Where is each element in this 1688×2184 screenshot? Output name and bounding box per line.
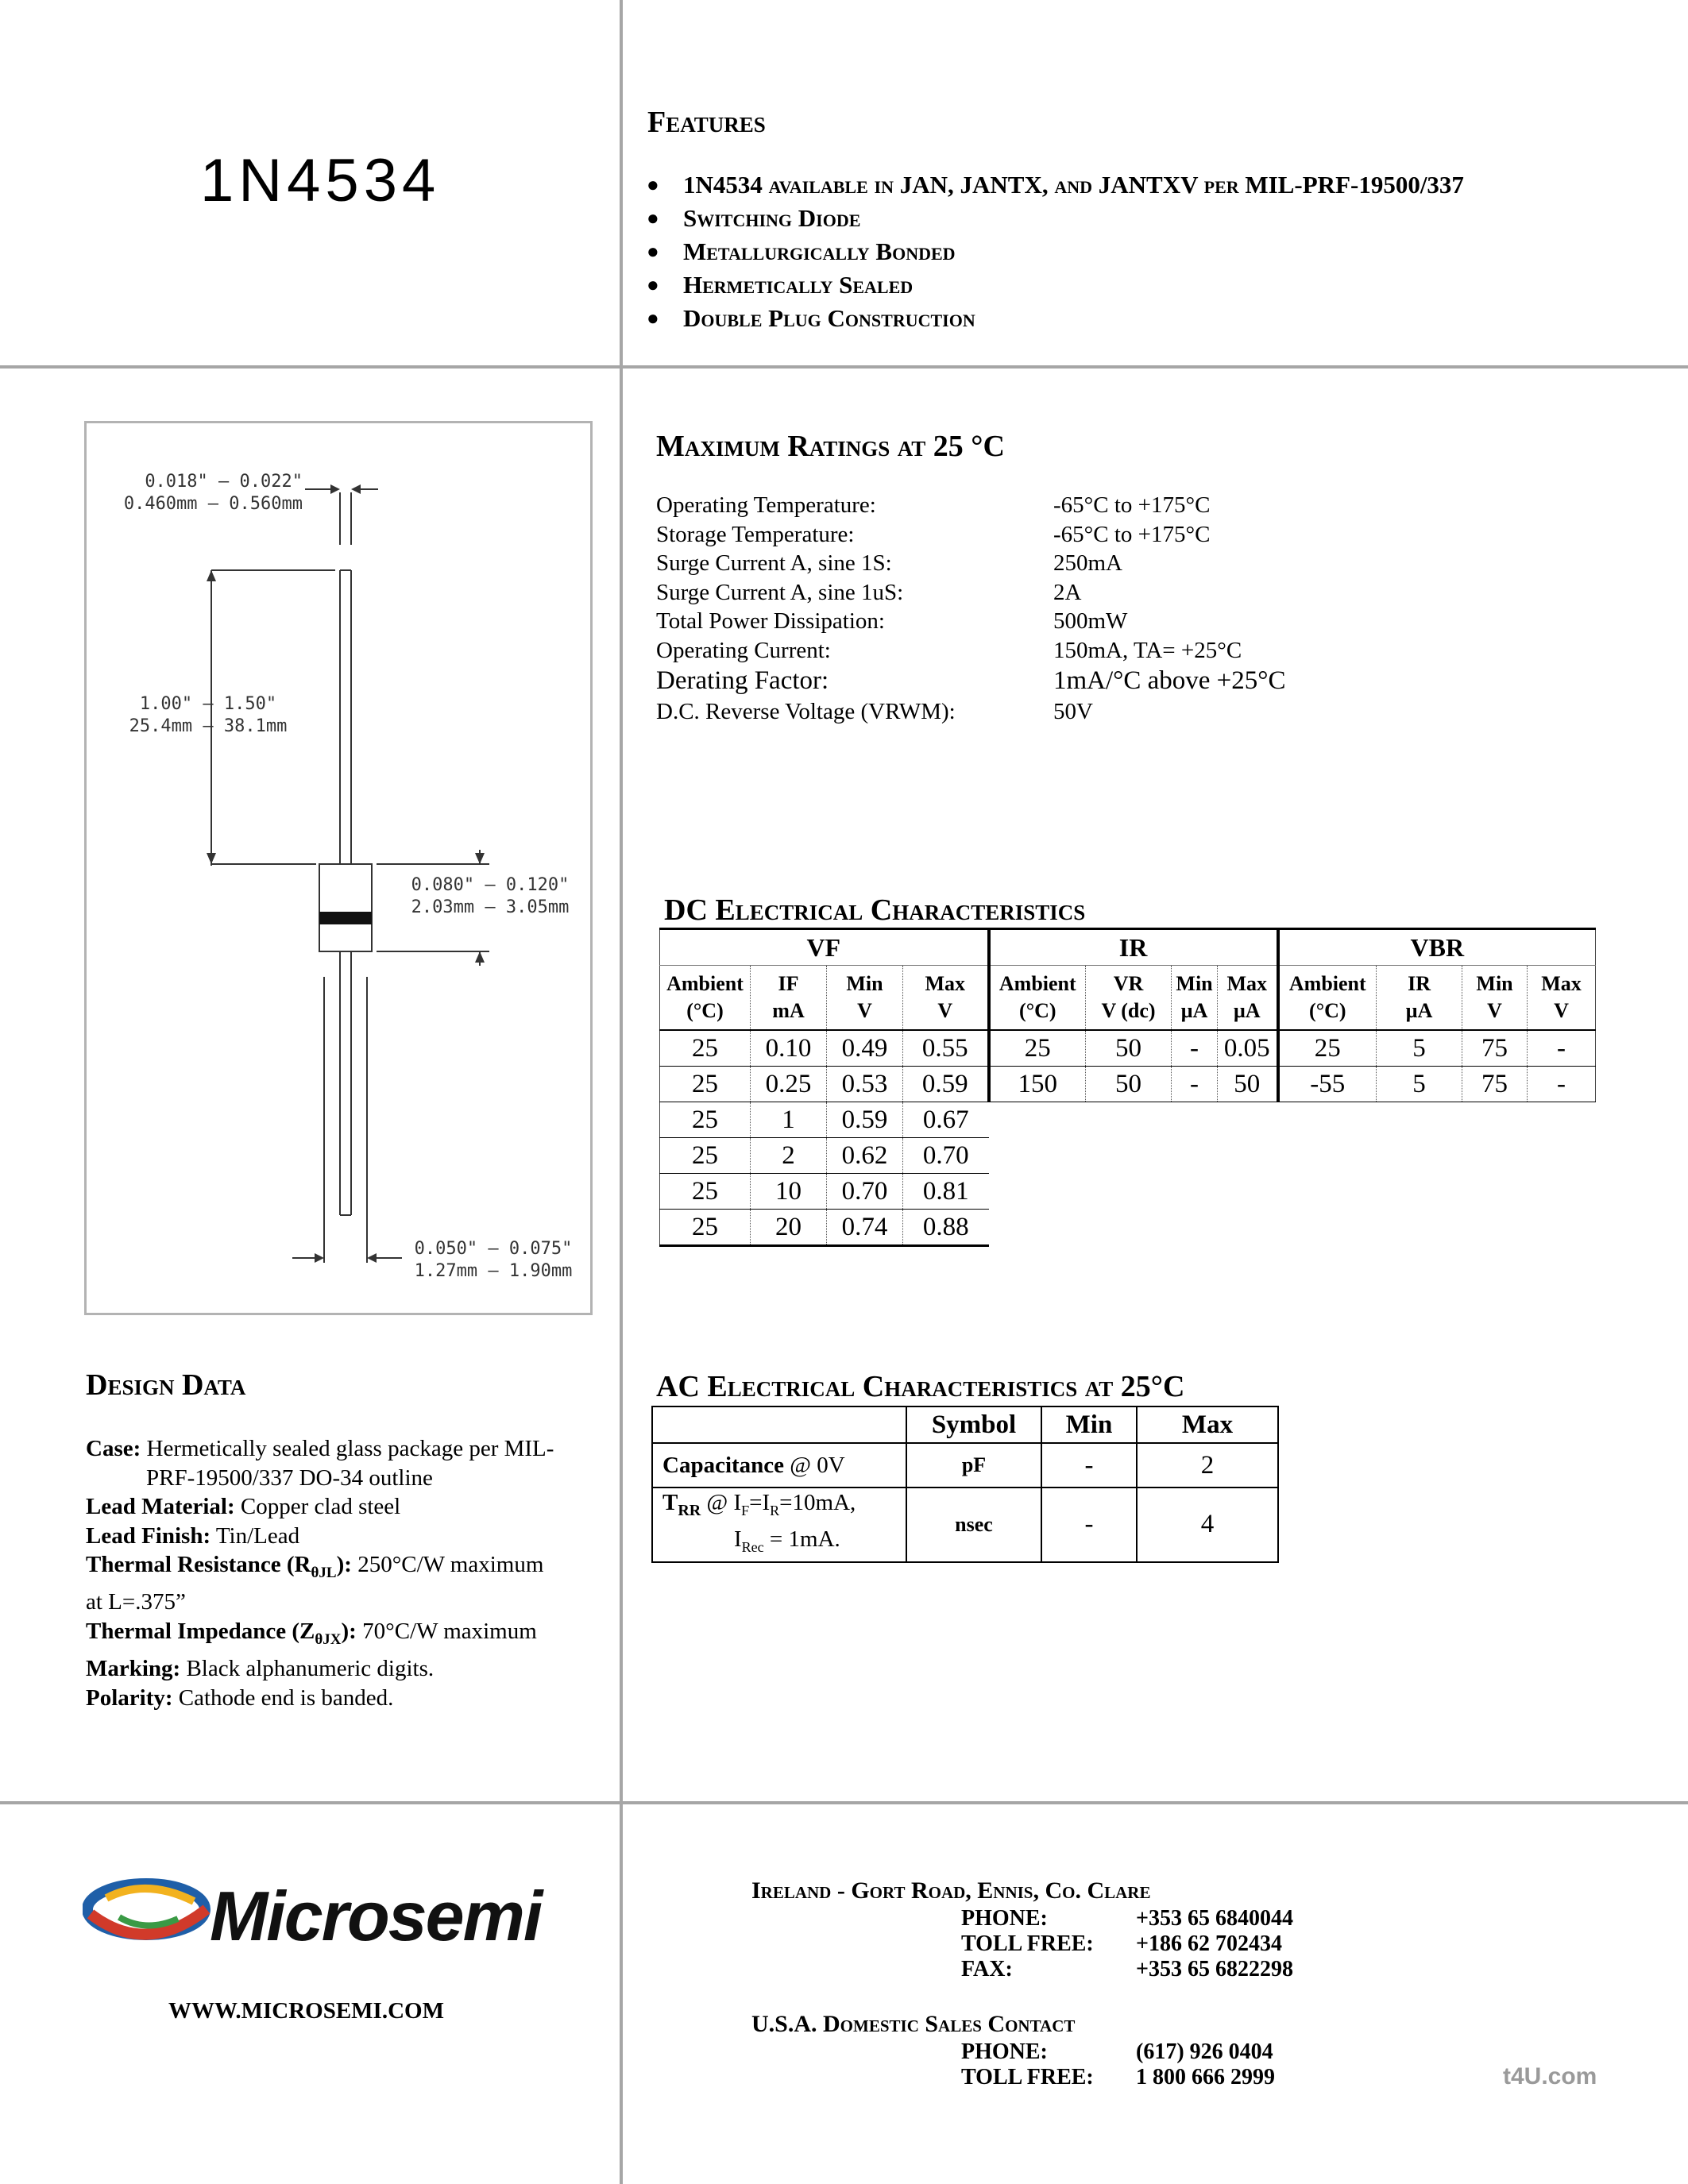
design-item: Lead Finish: Tin/Lead xyxy=(86,1522,300,1549)
design-item: Thermal Resistance $(R_{\theta JL})$: 250°C/W maximum at L=.375” xyxy=(86,1552,544,1615)
table-row: 25 1 0.59 0.67 xyxy=(660,1102,1596,1138)
features-title: Features xyxy=(647,106,766,139)
lead-length-label: 1.00" – 1.50" 25.4mm – 38.1mm xyxy=(129,694,288,736)
table-row: $T_{RR}$ @ $I_F=I_R=10mA$, $I_{Rec} = 1mA$. nsec - 4 xyxy=(652,1488,1278,1562)
diode-outline-svg xyxy=(84,421,593,1315)
dc-header: VR V (dc) xyxy=(1086,966,1172,1031)
design-item: Thermal Impedance $(Z_{\theta JX})$: 70°C/W maximum xyxy=(86,1618,537,1648)
dc-group-vf: VF xyxy=(660,929,989,966)
dc-header: IR µA xyxy=(1377,966,1462,1031)
rating-row: Surge Current A, sine 1S: 250mA xyxy=(656,550,1122,576)
rating-row: Derating Factor: 1mA/°C above +25°C xyxy=(656,666,1286,695)
dc-group-vbr: VBR xyxy=(1278,929,1596,966)
dc-header: Min V xyxy=(1462,966,1528,1031)
table-row: 25 0.10 0.49 0.55 25 50 - 0.05 25 5 75 - xyxy=(660,1030,1596,1067)
dc-header: IF mA xyxy=(751,966,827,1031)
design-item: Polarity: Cathode end is banded. xyxy=(86,1684,394,1711)
microsemi-swirl-icon xyxy=(83,1870,218,1957)
ac-header-min: Min xyxy=(1041,1406,1137,1443)
table-row: Capacitance @ 0V pF - 2 xyxy=(652,1443,1278,1488)
table-row: 25 10 0.70 0.81 xyxy=(660,1174,1596,1210)
package-drawing xyxy=(84,421,593,1315)
dc-group-ir: IR xyxy=(989,929,1278,966)
lead-diameter-label: 0.018" – 0.022" 0.460mm – 0.560mm xyxy=(123,472,303,514)
dc-characteristics-table xyxy=(659,928,1596,1247)
brand-name: Microsemi xyxy=(210,1877,542,1955)
table-row: 25 2 0.62 0.70 xyxy=(660,1138,1596,1174)
table-row: 25 0.25 0.53 0.59 150 50 - 50 -55 5 75 - xyxy=(660,1067,1596,1102)
header-divider xyxy=(0,365,1688,369)
ac-characteristics-table xyxy=(651,1406,1279,1563)
features-list xyxy=(645,168,1464,335)
dc-title: DC Electrical Characteristics xyxy=(664,893,1086,927)
ac-title: AC Electrical Characteristics at 25°C xyxy=(656,1370,1185,1403)
feature-item: ● Metallurgically Bonded xyxy=(647,237,956,265)
dc-header: Min µA xyxy=(1172,966,1218,1031)
rating-row: Operating Temperature: -65°C to +175°C xyxy=(656,492,1211,518)
ratings-list xyxy=(656,491,1371,727)
dc-header: Max V xyxy=(903,966,989,1031)
ac-header-param xyxy=(652,1406,906,1443)
rating-row: Total Power Dissipation: 500mW xyxy=(656,608,1128,634)
design-item: Marking: Black alphanumeric digits. xyxy=(86,1656,435,1682)
footer-divider xyxy=(0,1801,1688,1804)
feature-item: ● Switching Diode xyxy=(647,204,861,232)
rating-row: Operating Current: 150mA, TA= +25°C xyxy=(656,637,1242,663)
design-item: Lead Material: Copper clad steel xyxy=(86,1494,401,1519)
rating-row: Storage Temperature: -65°C to +175°C xyxy=(656,521,1211,547)
rating-row: Surge Current A, sine 1uS: 2A xyxy=(656,579,1082,605)
ireland-contacts: PHONE: +353 65 6840044 TOLL FREE: +186 62 702434 FAX: +353 65 6822298 xyxy=(961,1906,1293,1981)
microsemi-logo xyxy=(83,1870,559,1957)
dc-header: Ambient (°C) xyxy=(989,966,1086,1031)
dc-header: Min V xyxy=(827,966,903,1031)
feature-item: ● Hermetically Sealed xyxy=(647,271,914,299)
rating-row: D.C. Reverse Voltage (VRWM): 50V xyxy=(656,699,1093,724)
vertical-divider xyxy=(620,0,623,2184)
ratings-title: Maximum Ratings at 25 °C xyxy=(656,430,1005,463)
design-data xyxy=(86,1434,602,1712)
design-item: Case: Hermetically sealed glass package per MIL- PRF-19500/337 DO-34 outline xyxy=(86,1436,554,1491)
ac-header-max: Max xyxy=(1137,1406,1278,1443)
usa-title: U.S.A. Domestic Sales Contact xyxy=(751,2011,1076,2037)
feature-item: ● Double Plug Construction xyxy=(647,304,975,332)
watermark: t4U.com xyxy=(1503,2063,1597,2089)
dc-header: Ambient (°C) xyxy=(660,966,751,1031)
body-length-label: 0.080" – 0.120" 2.03mm – 3.05mm xyxy=(411,875,570,917)
usa-contacts: PHONE: (617) 926 0404 TOLL FREE: 1 800 666 2999 xyxy=(961,2039,1275,2089)
cathode-band xyxy=(319,912,372,924)
body-diameter-label: 0.050" – 0.075" 1.27mm – 1.90mm xyxy=(414,1239,573,1281)
dc-header: Max V xyxy=(1528,966,1596,1031)
table-row: 25 20 0.74 0.88 xyxy=(660,1210,1596,1246)
dc-header: Max µA xyxy=(1218,966,1278,1031)
design-title: Design Data xyxy=(86,1368,246,1402)
feature-item: ● 1N4534 available in JAN, JANTX, and JANTXV per MIL-PRF-19500/337 xyxy=(647,171,1464,199)
dc-header: Ambient (°C) xyxy=(1278,966,1377,1031)
part-number: 1N4534 xyxy=(200,147,441,214)
ireland-title: Ireland - Gort Road, Ennis, Co. Clare xyxy=(751,1877,1151,1904)
ac-header-symbol: Symbol xyxy=(906,1406,1041,1443)
website[interactable]: WWW.MICROSEMI.COM xyxy=(168,1998,444,2024)
